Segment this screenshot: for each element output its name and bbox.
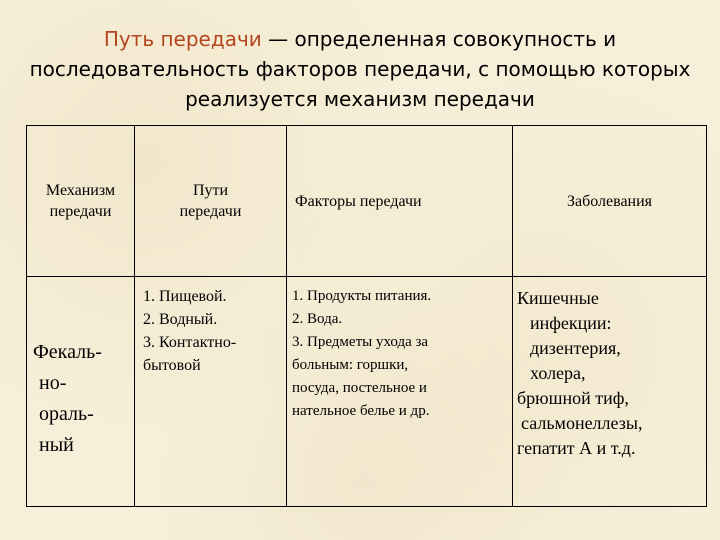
mechanism-line: Фекаль- [33, 341, 102, 363]
header-diseases-line: Заболевания [566, 192, 653, 210]
title-definition: — определенная совокупность и последовательность факторов передачи, с помощью которых реализуется механизм передачи [29, 27, 691, 111]
factor-item: нательное белье и др. [292, 403, 430, 419]
header-mechanism [27, 126, 135, 277]
factor-item: 3. Предметы ухода за [292, 334, 429, 350]
header-mechanism-line: Механизм [45, 182, 116, 199]
table-header-row [27, 126, 707, 277]
disease-item: дизентерия, [530, 338, 621, 358]
disease-item: гепатит А и т.д. [517, 438, 636, 458]
header-factors [287, 126, 513, 277]
disease-item: инфекции: [530, 313, 612, 333]
factor-item: 1. Продукты питания. [292, 288, 432, 304]
disease-item: холера, [530, 363, 586, 383]
factor-item: посуда, постельное и [292, 380, 427, 396]
title-term: Путь передачи [103, 27, 262, 51]
cell-paths [135, 277, 287, 507]
disease-item: Кишечные [517, 288, 599, 308]
transmission-table [26, 125, 707, 507]
path-item: 3. Контактно- [143, 334, 237, 351]
factor-item: 2. Вода. [292, 311, 343, 327]
disease-item: сальмонеллезы, [521, 413, 643, 433]
table-row [27, 277, 707, 507]
mechanism-line: ораль- [39, 403, 94, 425]
path-item: бытовой [143, 357, 201, 374]
path-item: 2. Водный. [143, 311, 218, 328]
factor-item: больным: горшки, [292, 357, 409, 373]
header-mechanism-line: передачи [49, 203, 112, 220]
header-paths-line: Пути [192, 182, 229, 199]
cell-mechanism [27, 277, 135, 507]
mechanism-line: ный [39, 434, 74, 456]
header-factors-line: Факторы передачи [295, 192, 422, 210]
header-diseases [513, 126, 707, 277]
slide-title [20, 24, 700, 114]
header-paths [135, 126, 287, 277]
path-item: 1. Пищевой. [143, 288, 227, 305]
disease-item: брюшной тиф, [517, 388, 629, 408]
cell-diseases [513, 277, 707, 507]
header-paths-line: передачи [179, 203, 242, 220]
mechanism-line: но- [39, 372, 67, 394]
cell-factors [287, 277, 513, 507]
